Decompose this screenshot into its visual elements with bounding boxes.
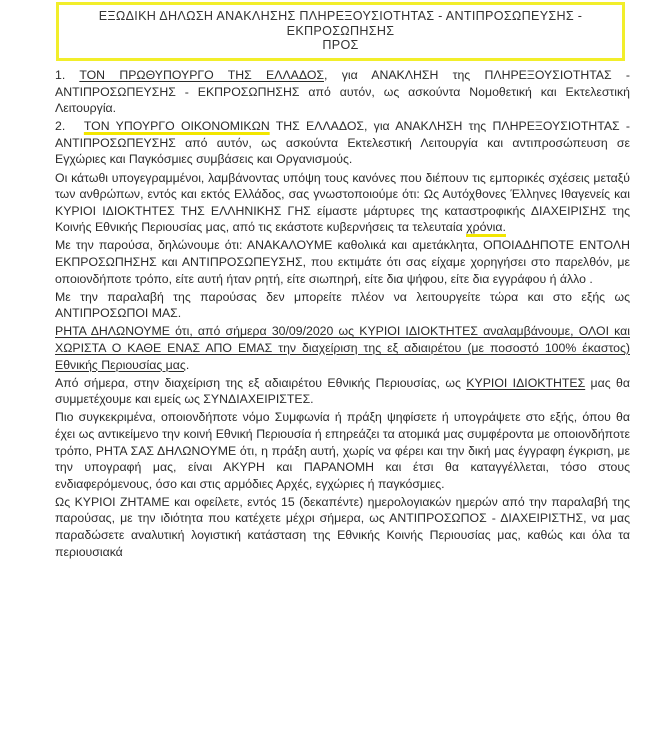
underlined-declaration-text: ΡΗΤΑ ΔΗΛΩΝΟΥΜΕ ότι, από σήμερα 30/09/2020 ως ΚΥΡΙΟΙ ΙΔΙΟΚΤΗΤΕΣ αναλαμβάνουμε, ΟΛΟΙ και ΧΩΡΙΣΤΑ Ο ΚΑΘΕ ΕΝΑΣ ΑΠΟ ΕΜΑΣ την διαχείριση της εξ αδιαιρέτου (με ποσοστό 100% έκαστος) Εθνικής Περιουσίας μας: [55, 324, 630, 372]
document-header: [56, 2, 625, 61]
paragraph-revocation: Με την παρούσα, δηλώνουμε ότι: ΑΝΑΚΑΛΟΥΜΕ καθολικά και αμετάκλητα, ΟΠΟΙΑΔΗΠΟΤΕ ΕΝΤΟΛΗ ΕΚΠΡΟΣΩΠΗΣΗΣ και ΑΝΤΙΠΡΟΣΩΠΕΥΣΗΣ, που εκτιμάτε ότι σας είχαμε χορηγήσει στο παρελθόν, με οποιονδήποτε τρόπο, είτε αυτή ήταν ρητή, είτε σιωπηρή, είτε δια ψήφου, είτε δια εγγράφου ή άλλο .: [55, 238, 630, 286]
paragraph-declaration: [55, 170, 630, 236]
document-body: [55, 67, 630, 562]
paragraph-7-text-before: Από σήμερα, στην διαχείριση της εξ αδιαιρέτου Εθνικής Περιουσίας, ως: [55, 375, 467, 390]
paragraph-specifics: Πιο συγκεκριμένα, οποιονδήποτε νόμο Συμφωνία ή πράξη ψηφίσετε ή υπογράψετε στο εξής, όπου θα έχει ως αντικείμενο την κοινή Εθνική Περιουσία ή επηρεάζει τα ατομικά μας συμφέροντα με οποιονδήποτε τρόπο, ΡΗΤΑ ΣΑΣ ΔΗΛΩΝΟΥΜΕ ότι, η πράξη αυτή, χωρίς να φέρει και την δική μας έγγραφη έγκριση, με την υπογραφή μας, είναι ΑΚΥΡΗ και ΠΑΡΑΝΟΜΗ και έτσι θα καταγγέλλεται, τόσο στους ενδιαφερόμενους, όσο και στις αρμόδιες Αρχές, εγχώριες ή παγκόσμιες.: [55, 410, 630, 491]
paragraph-no-representation: Με την παραλαβή της παρούσας δεν μπορείτε πλέον να λειτουργείτε τώρα και στο εξής ως ΑΝΤΙΠΡΟΣΩΠΟΙ ΜΑΣ.: [55, 289, 630, 321]
header-title-line-3: ΠΡΟΣ: [322, 38, 359, 52]
highlighted-word-years: χρόνια.: [466, 220, 506, 237]
header-title-line-2: ΕΚΠΡΟΣΩΠΗΣΗΣ: [286, 23, 395, 38]
header-title-line-1: ΕΞΩΔΙΚΗ ΔΗΛΩΣΗ ΑΝΑΚΛΗΣΗΣ ΠΛΗΡΕΞΟΥΣΙΟΤΗΤΑΣ - ΑΝΤΙΠΡΟΣΩΠΕΥΣΗΣ -: [98, 9, 583, 23]
item-number-2: 2.: [55, 119, 66, 134]
paragraph-addressee-2: [55, 118, 630, 168]
paragraph-6-end: .: [185, 357, 190, 372]
paragraph-3-text: Οι κάτωθι υπογεγραμμένοι, λαμβάνοντας υπόψη τους κανόνες που διέπουν τις εμπορικές σχέσεις μεταξύ των ανθρώπων, εντός και εκτός Ελλάδος, σας γνωστοποιούμε ότι: Ως Αυτόχθονες Έλληνες Ιθαγενείς και ΚΥΡΙΟΙ ΙΔΙΟΚΤΗΤΕΣ ΤΗΣ ΕΛΛΗΝΙΚΗΣ ΓΗΣ είμαστε μάρτυρες της καταστροφικής ΔΙΑΧΕΙΡΙΣΗΣ της Κοινής Εθνικής Περιουσίας μας, από τις εκάστοτε κυβερνήσεις τα τελευταία: [55, 170, 630, 235]
paragraph-2-text: ΤΗΣ ΕΛΛΑΔΟΣ, για ΑΝΑΚΛΗΣΗ της ΠΛΗΡΕΞΟΥΣΙΟΤΗΤΑΣ - ΑΝΤΙΠΡΟΣΩΠΕΥΣΗΣ από αυτόν, ως ασκούντα Εκτελεστική Λειτουργία και αντιπροσώπευση σε Εγχώριες και Παγκόσμιες συμβάσεις και Οργανισμούς.: [55, 119, 631, 167]
item-number-1: 1.: [55, 68, 66, 82]
paragraph-co-management: [55, 375, 630, 408]
paragraph-explicit-declaration: [55, 323, 630, 373]
paragraph-demand: Ως ΚΥΡΙΟΙ ΖΗΤΑΜΕ και οφείλετε, εντός 15 (δεκαπέντε) ημερολογιακών ημερών από την παραλαβή της παρούσας, με την ιδιότητα που κατέχετε μέχρι σήμερα, ως ΑΝΤΙΠΡΟΣΩΠΟΣ - ΔΙΑΧΕΙΡΙΣΤΗΣ, να μας παραδώσετε αναλυτική λογιστική κατάσταση της Εθνικής Κοινής Περιουσίας μας, καθώς και όλα τα περιουσιακά: [55, 494, 630, 559]
paragraph-7-text-after: μας θα συμμετέχουμε και εμείς ως ΣΥΝΔΙΑΧΕΙΡΙΣΤΕΣ.: [55, 375, 630, 407]
addressee-prime-minister: ΤΟΝ ΠΡΩΘΥΠΟΥΡΓΟ ΤΗΣ ΕΛΛΑΔΟΣ: [79, 68, 325, 82]
highlighted-owners: ΚΥΡΙΟΙ ΙΔΙΟΚΤΗΤΕΣ: [466, 375, 586, 390]
addressee-finance-minister: ΤΟΝ ΥΠΟΥΡΓΟ ΟΙΚΟΝΟΜΙΚΩΝ: [83, 119, 270, 134]
paragraph-addressee-1: [55, 67, 630, 117]
paragraph-1-text: , για ΑΝΑΚΛΗΣΗ της ΠΛΗΡΕΞΟΥΣΙΟΤΗΤΑΣ - ΑΝΤΙΠΡΟΣΩΠΕΥΣΗΣ - ΕΚΠΡΟΣΩΠΗΣΗΣ από αυτόν, ως ασκούντα Νομοθετική και Εκτελεστική Λειτουργία.: [55, 68, 630, 116]
